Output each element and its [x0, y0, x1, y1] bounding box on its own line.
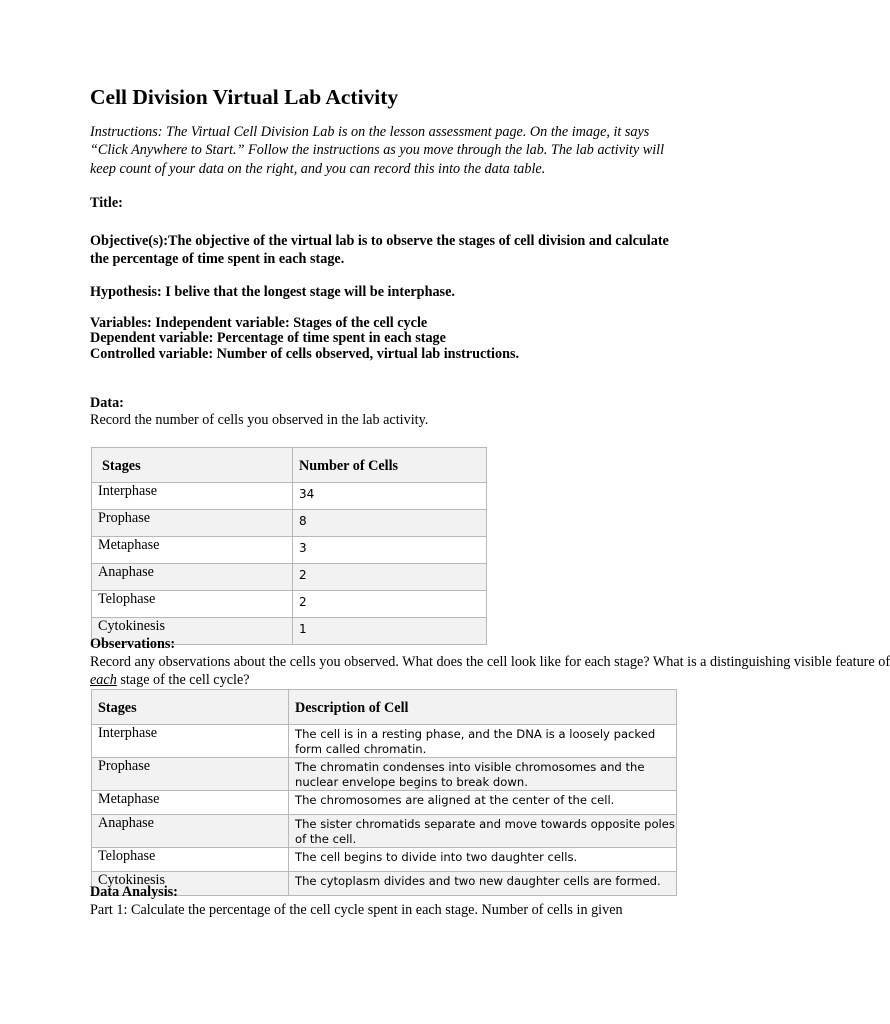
column-header-number-of-cells: Number of Cells	[293, 448, 487, 483]
controlled-variable: Controlled variable: Number of cells observed, virtual lab instructions.	[90, 346, 520, 362]
cell-count-table	[91, 447, 487, 645]
stage-cell: Prophase	[92, 510, 293, 537]
table-header-row	[92, 448, 487, 483]
table-row	[92, 725, 677, 758]
count-cell: 8	[293, 510, 487, 537]
table-row	[92, 848, 677, 872]
stage-cell: Telophase	[92, 591, 293, 618]
stage-cell: Anaphase	[92, 564, 293, 591]
column-header-stages: Stages	[92, 448, 293, 483]
table-header-row	[92, 690, 677, 725]
description-cell: The sister chromatids separate and move towards opposite poles of the cell.	[289, 815, 677, 848]
count-cell: 2	[293, 564, 487, 591]
count-cell: 2	[293, 591, 487, 618]
count-cell: 1	[293, 618, 487, 645]
stage-cell: Cytokinesis	[92, 872, 289, 896]
table-row	[92, 537, 487, 564]
data-prompt: Record the number of cells you observed in the lab activity.	[90, 412, 429, 428]
description-cell: The cell begins to divide into two daughter cells.	[289, 848, 677, 872]
title-label: Title:	[90, 195, 123, 211]
count-cell: 34	[293, 483, 487, 510]
data-analysis-part1: Part 1: Calculate the percentage of the cell cycle spent in each stage. Number of cells in given	[90, 902, 623, 918]
table-row	[92, 510, 487, 537]
description-cell: The cytoplasm divides and two new daughter cells are formed.	[289, 872, 677, 896]
table-row	[92, 483, 487, 510]
observations-prompt-line2	[90, 672, 250, 689]
count-cell: 3	[293, 537, 487, 564]
observations-heading: Observations:	[90, 636, 176, 652]
stage-cell: Telophase	[92, 848, 289, 872]
page-title: Cell Division Virtual Lab Activity	[90, 85, 399, 109]
stage-cell: Interphase	[92, 725, 289, 758]
dependent-variable: Dependent variable: Percentage of time spent in each stage	[90, 330, 446, 346]
column-header-stages: Stages	[92, 690, 289, 725]
stage-cell: Prophase	[92, 758, 289, 791]
column-header-description: Description of Cell	[289, 690, 677, 725]
description-cell: The chromosomes are aligned at the center of the cell.	[289, 791, 677, 815]
observations-table	[91, 689, 677, 896]
instructions-text: Instructions: The Virtual Cell Division Lab is on the lesson assessment page. On the image, it says “Click Anywhere to Start.” Follow the instructions as you move through the lab. The lab activity will keep count of your data on the right, and you can record this into the data table.	[90, 124, 665, 177]
description-cell: The cell is in a resting phase, and the DNA is a loosely packed form called chromatin.	[289, 725, 677, 758]
table-row	[92, 591, 487, 618]
stage-cell: Metaphase	[92, 537, 293, 564]
emphasis-each: each	[90, 672, 117, 688]
table-row	[92, 791, 677, 815]
table-row	[92, 872, 677, 896]
hypothesis-text: Hypothesis: I belive that the longest stage will be interphase.	[90, 284, 455, 300]
description-cell: The chromatin condenses into visible chromosomes and the nuclear envelope begins to break down.	[289, 758, 677, 791]
table-row	[92, 815, 677, 848]
stage-cell: Anaphase	[92, 815, 289, 848]
data-analysis-heading: Data Analysis:	[90, 884, 178, 900]
independent-variable: Variables: Independent variable: Stages of the cell cycle	[90, 315, 428, 331]
observations-prompt-line1: Record any observations about the cells you observed. What does the cell look like for each stage? What is a distinguishing visible feature of	[90, 654, 890, 670]
table-row	[92, 758, 677, 791]
stage-cell: Cytokinesis	[92, 618, 293, 645]
table-row	[92, 564, 487, 591]
stage-cell: Interphase	[92, 483, 293, 510]
objective-text: Objective(s):The objective of the virtual lab is to observe the stages of cell division and calculate the percentage of time spent in each stage.	[90, 233, 669, 267]
data-heading: Data:	[90, 395, 124, 411]
stage-cell: Metaphase	[92, 791, 289, 815]
observations-prompt-end: stage of the cell cycle?	[120, 672, 250, 688]
